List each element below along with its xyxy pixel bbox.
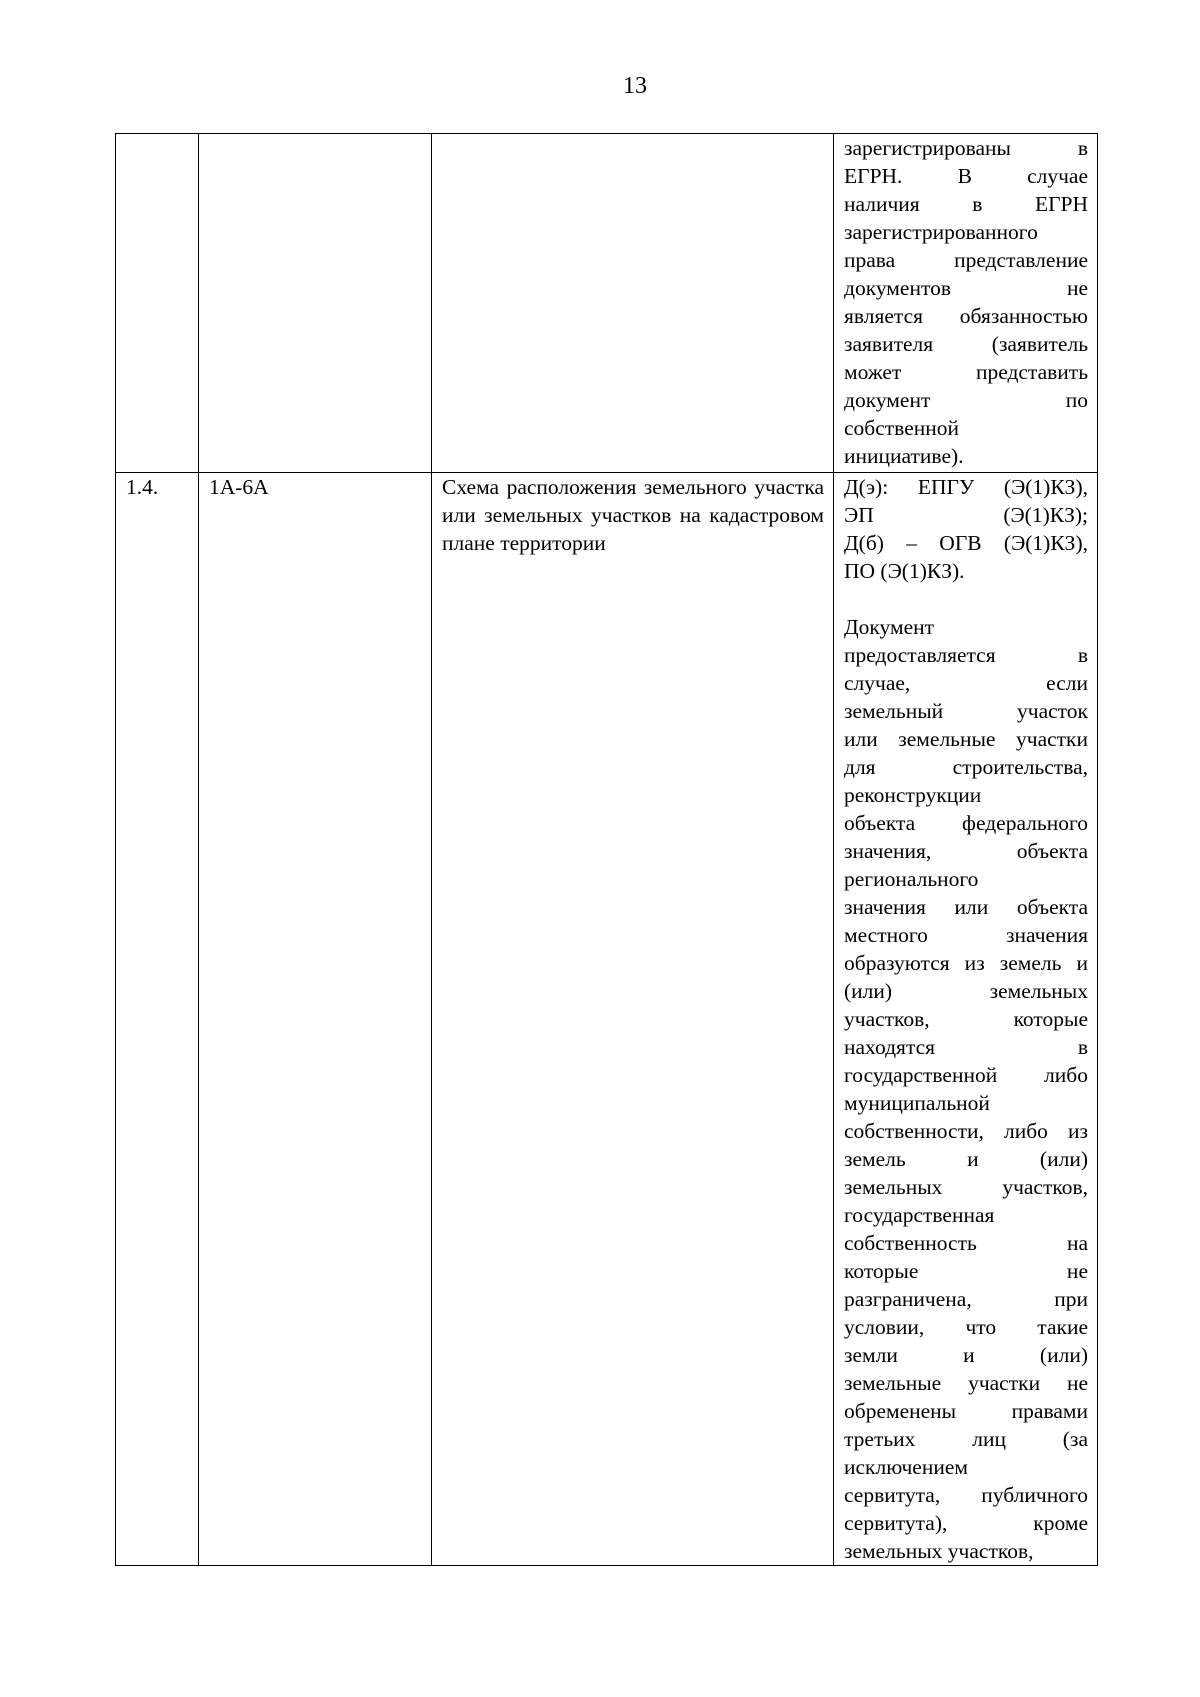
notes-line: или земельные участки bbox=[844, 727, 1088, 751]
notes-line: муниципальной bbox=[844, 1091, 990, 1115]
notes-line: собственность на bbox=[844, 1231, 1088, 1255]
notes-line: исключением bbox=[844, 1455, 968, 1479]
notes-line: значения или объекта bbox=[844, 895, 1088, 919]
notes-line: зарегистрированного bbox=[844, 220, 1038, 244]
notes-line: реконструкции bbox=[844, 783, 982, 807]
notes-line: случае, если bbox=[844, 671, 1088, 695]
notes-line: государственной либо bbox=[844, 1063, 1088, 1087]
notes-line: сервитута), кроме bbox=[844, 1511, 1088, 1535]
paragraph-spacer bbox=[844, 585, 1088, 613]
notes-line: регионального bbox=[844, 867, 979, 891]
notes-line: объекта федерального bbox=[844, 811, 1088, 835]
notes-line: ЭП (Э(1)КЗ); bbox=[844, 503, 1088, 527]
notes-line: местного значения bbox=[844, 923, 1088, 947]
notes-line: земель и (или) bbox=[844, 1147, 1088, 1171]
notes-line: государственная bbox=[844, 1203, 995, 1227]
row-number-cell: 1.4. bbox=[116, 473, 199, 1566]
table-row bbox=[116, 134, 1098, 473]
notes-line: третьих лиц (за bbox=[844, 1427, 1088, 1451]
notes-line: образуются из земель и bbox=[844, 951, 1088, 975]
document-table bbox=[115, 133, 1098, 1566]
notes-text bbox=[844, 613, 1088, 1565]
notes-line: земельных участков, bbox=[844, 1539, 1034, 1563]
notes-line: земли и (или) bbox=[844, 1343, 1088, 1367]
notes-line: зарегистрированы в bbox=[844, 136, 1088, 160]
notes-line: предоставляется в bbox=[844, 643, 1088, 667]
notes-line: собственности, либо из bbox=[844, 1119, 1088, 1143]
notes-line: права представление bbox=[844, 248, 1088, 272]
notes-line: Документ bbox=[844, 615, 935, 639]
notes-line: документ по bbox=[844, 388, 1088, 412]
document-code-cell bbox=[199, 134, 432, 473]
notes-line: ПО (Э(1)КЗ). bbox=[844, 559, 965, 583]
table-row bbox=[116, 473, 1098, 1566]
notes-text bbox=[844, 134, 1088, 470]
notes-line: земельный участок bbox=[844, 699, 1088, 723]
notes-line: значения, объекта bbox=[844, 839, 1088, 863]
notes-cell bbox=[834, 473, 1098, 1566]
notes-line: обременены правами bbox=[844, 1399, 1088, 1423]
document-name-cell bbox=[432, 134, 834, 473]
notes-line: условии, что такие bbox=[844, 1315, 1088, 1339]
notes-line: наличия в ЕГРН bbox=[844, 192, 1088, 216]
notes-line: Д(э): ЕПГУ (Э(1)КЗ), bbox=[844, 475, 1088, 499]
notes-line: разграничена, при bbox=[844, 1287, 1088, 1311]
notes-cell bbox=[834, 134, 1098, 473]
notes-line: инициативе). bbox=[844, 444, 964, 468]
notes-line: земельные участки не bbox=[844, 1371, 1088, 1395]
notes-line: является обязанностью bbox=[844, 304, 1088, 328]
page-number: 13 bbox=[623, 73, 647, 99]
notes-line: для строительства, bbox=[844, 755, 1088, 779]
notes-line: земельных участков, bbox=[844, 1175, 1088, 1199]
notes-text bbox=[844, 473, 1088, 585]
notes-line: собственной bbox=[844, 416, 960, 440]
notes-line: может представить bbox=[844, 360, 1088, 384]
row-number-cell bbox=[116, 134, 199, 473]
notes-line: Д(б) – ОГВ (Э(1)КЗ), bbox=[844, 531, 1088, 555]
notes-line: участков, которые bbox=[844, 1007, 1088, 1031]
notes-line: заявителя (заявитель bbox=[844, 332, 1088, 356]
document-name-cell: Схема расположения земельного участка или земельных участков на кадастровом плане территории bbox=[432, 473, 834, 1566]
notes-line: которые не bbox=[844, 1259, 1088, 1283]
document-code-cell: 1А-6А bbox=[199, 473, 432, 1566]
notes-line: ЕГРН. В случае bbox=[844, 164, 1088, 188]
notes-line: сервитута, публичного bbox=[844, 1483, 1088, 1507]
notes-line: документов не bbox=[844, 276, 1088, 300]
notes-line: (или) земельных bbox=[844, 979, 1088, 1003]
notes-line: находятся в bbox=[844, 1035, 1088, 1059]
